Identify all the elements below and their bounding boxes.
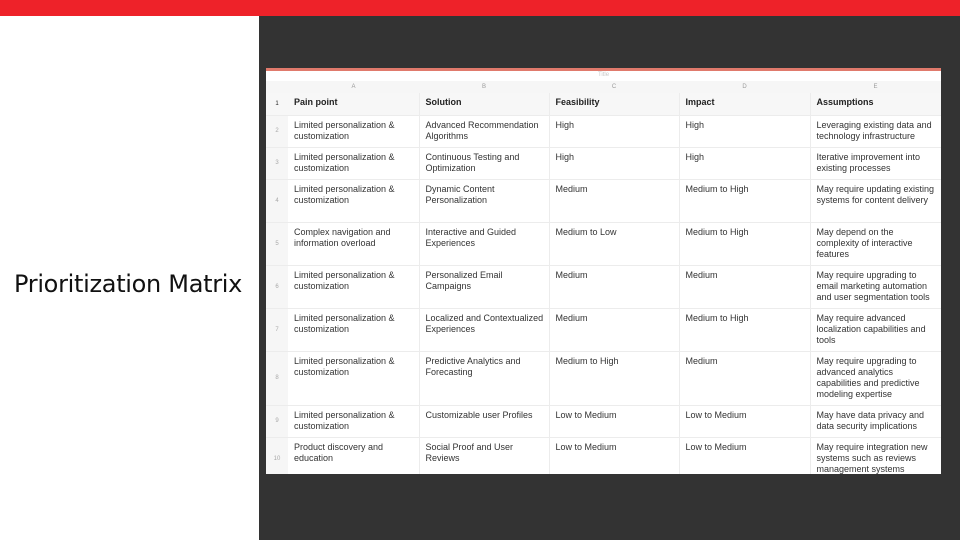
cell-pain-point[interactable]: Limited personalization & customization (288, 266, 419, 309)
cell-assumptions[interactable]: May require upgrading to email marketing automation and user segmentation tools (810, 266, 941, 309)
cell-feasibility[interactable]: High (549, 116, 679, 148)
column-letter-c[interactable]: C (549, 81, 679, 93)
cell-pain-point[interactable]: Limited personalization & customization (288, 309, 419, 352)
cell-assumptions[interactable]: May have data privacy and data security implications (810, 406, 941, 438)
cell-impact[interactable]: High (679, 148, 810, 180)
left-panel (0, 16, 259, 540)
table-row (266, 180, 941, 223)
header-cell-feasibility[interactable]: Feasibility (549, 93, 679, 116)
cell-solution[interactable]: Personalized Email Campaigns (419, 266, 549, 309)
cell-assumptions[interactable]: May require upgrading to advanced analytics capabilities and predictive modeling expertise (810, 352, 941, 406)
cell-solution[interactable]: Advanced Recommendation Algorithms (419, 116, 549, 148)
header-cell-pain-point[interactable]: Pain point (288, 93, 419, 116)
row-number[interactable]: 7 (266, 309, 288, 352)
cell-impact[interactable]: Medium to High (679, 223, 810, 266)
cell-solution[interactable]: Interactive and Guided Experiences (419, 223, 549, 266)
cell-impact[interactable]: High (679, 116, 810, 148)
row-number[interactable]: 10 (266, 438, 288, 475)
row-number[interactable]: 1 (266, 93, 288, 116)
cell-feasibility[interactable]: Low to Medium (549, 406, 679, 438)
table-row (266, 266, 941, 309)
cell-pain-point[interactable]: Product discovery and education (288, 438, 419, 475)
row-number[interactable]: 4 (266, 180, 288, 223)
prioritization-table (266, 81, 941, 474)
cell-pain-point[interactable]: Limited personalization & customization (288, 352, 419, 406)
cell-impact[interactable]: Medium (679, 352, 810, 406)
table-row (266, 148, 941, 180)
row-number[interactable]: 3 (266, 148, 288, 180)
cell-solution[interactable]: Social Proof and User Reviews (419, 438, 549, 475)
header-cell-impact[interactable]: Impact (679, 93, 810, 116)
row-number[interactable]: 5 (266, 223, 288, 266)
cell-assumptions[interactable]: Iterative improvement into existing processes (810, 148, 941, 180)
cell-assumptions[interactable]: May require updating existing systems for content delivery (810, 180, 941, 223)
cell-feasibility[interactable]: Medium (549, 266, 679, 309)
cell-pain-point[interactable]: Limited personalization & customization (288, 180, 419, 223)
cell-solution[interactable]: Localized and Contextualized Experiences (419, 309, 549, 352)
top-accent-bar (0, 0, 960, 16)
cell-solution[interactable]: Predictive Analytics and Forecasting (419, 352, 549, 406)
row-number[interactable]: 2 (266, 116, 288, 148)
header-row (266, 93, 941, 116)
table-row (266, 116, 941, 148)
cell-solution[interactable]: Customizable user Profiles (419, 406, 549, 438)
cell-feasibility[interactable]: Medium (549, 180, 679, 223)
cell-assumptions[interactable]: May require advanced localization capabilities and tools (810, 309, 941, 352)
sheet-title: Title (597, 72, 610, 78)
header-cell-solution[interactable]: Solution (419, 93, 549, 116)
cell-feasibility[interactable]: Medium to Low (549, 223, 679, 266)
cell-assumptions[interactable]: May require integration new systems such as reviews management systems (810, 438, 941, 475)
spreadsheet[interactable] (266, 68, 941, 474)
cell-feasibility[interactable]: Medium to High (549, 352, 679, 406)
cell-pain-point[interactable]: Limited personalization & customization (288, 116, 419, 148)
cell-feasibility[interactable]: Medium (549, 309, 679, 352)
cell-impact[interactable]: Medium (679, 266, 810, 309)
cell-impact[interactable]: Medium to High (679, 180, 810, 223)
column-letter-b[interactable]: B (419, 81, 549, 93)
table-row (266, 438, 941, 475)
slide-title: Prioritization Matrix (14, 270, 243, 298)
cell-assumptions[interactable]: Leveraging existing data and technology infrastructure (810, 116, 941, 148)
corner-cell[interactable] (266, 81, 288, 93)
table-row (266, 406, 941, 438)
column-letter-e[interactable]: E (810, 81, 941, 93)
row-number[interactable]: 6 (266, 266, 288, 309)
cell-pain-point[interactable]: Limited personalization & customization (288, 148, 419, 180)
table-row (266, 352, 941, 406)
cell-feasibility[interactable]: High (549, 148, 679, 180)
header-cell-assumptions[interactable]: Assumptions (810, 93, 941, 116)
cell-solution[interactable]: Dynamic Content Personalization (419, 180, 549, 223)
cell-assumptions[interactable]: May depend on the complexity of interactive features (810, 223, 941, 266)
table-row (266, 223, 941, 266)
row-number[interactable]: 8 (266, 352, 288, 406)
table-row (266, 309, 941, 352)
cell-feasibility[interactable]: Low to Medium (549, 438, 679, 475)
cell-solution[interactable]: Continuous Testing and Optimization (419, 148, 549, 180)
row-number[interactable]: 9 (266, 406, 288, 438)
column-letter-a[interactable]: A (288, 81, 419, 93)
cell-pain-point[interactable]: Limited personalization & customization (288, 406, 419, 438)
column-letter-d[interactable]: D (679, 81, 810, 93)
cell-impact[interactable]: Medium to High (679, 309, 810, 352)
cell-pain-point[interactable]: Complex navigation and information overload (288, 223, 419, 266)
cell-impact[interactable]: Low to Medium (679, 438, 810, 475)
cell-impact[interactable]: Low to Medium (679, 406, 810, 438)
